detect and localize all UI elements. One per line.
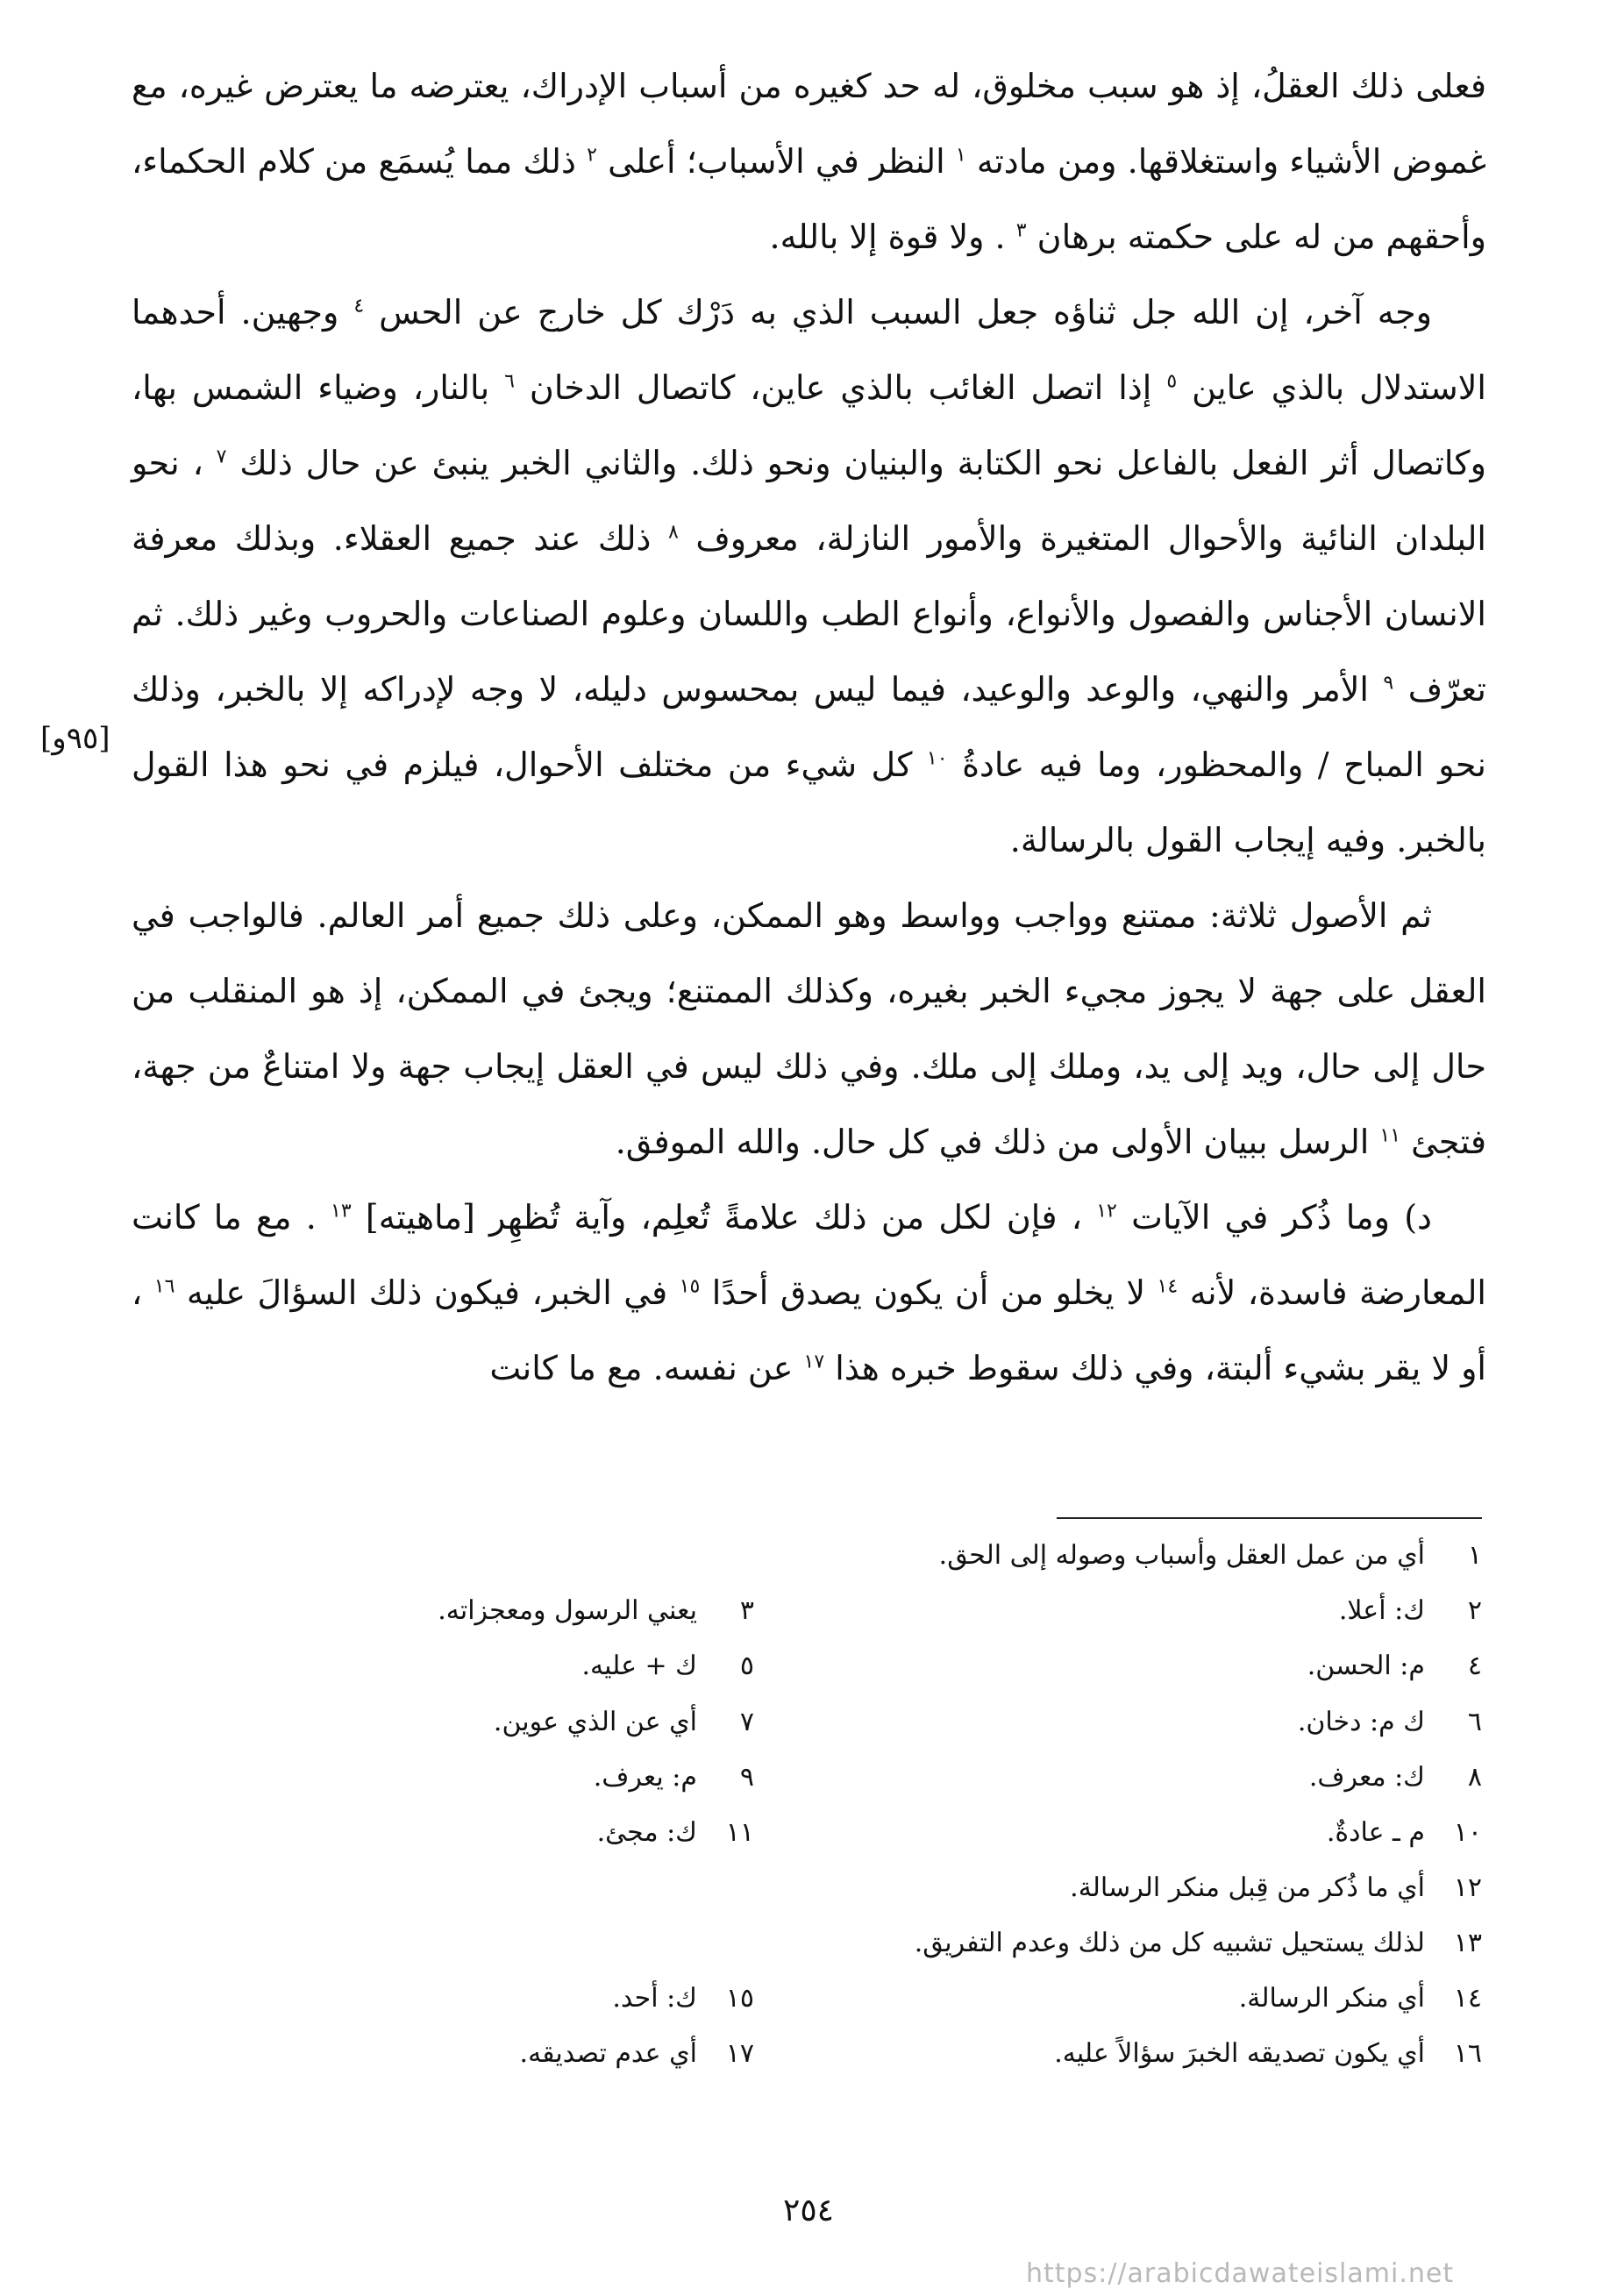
footnote-6: ٦ ك م: دخان. <box>1297 1707 1482 1737</box>
footnote-2: ٢ ك: أعلا. <box>1338 1595 1482 1626</box>
paragraph-2 <box>132 275 1486 878</box>
text-run: ثم الأصول ثلاثة: ممتنع وواجب وواسط وهو الممكن، وعلى ذلك جميع أمر العالم. فالواجب في العقل على جهة لا يجوز مجيء الخبر بغيره، وكذلك الممتنع؛ ويجئ في الممكن، إذ هو المنقلب من حال إلى حال، ويد إلى يد، وملك إلى ملك. وفي ذلك ليس في العقل إيجاب جهة ولا امتناعٌ من جهة، فتجئ <box>132 896 1486 1161</box>
text-run: كل شيء من مختلف الأحوال، فيلزم في نحو هذا القول بالخبر. وفيه إيجاب القول بالرسالة. <box>132 745 1486 859</box>
footnote-13: ١٣ لذلك يستحيل تشبيه كل من ذلك وعدم التفريق. <box>914 1928 1482 1958</box>
footnote-ref[interactable]: ١٢ <box>1096 1200 1117 1223</box>
footnote-ref[interactable]: ٩ <box>1383 672 1394 695</box>
footnote-1: ١ أي من عمل العقل وأسباب وصوله إلى الحق. <box>938 1540 1482 1571</box>
footnote-ref[interactable]: ٧ <box>216 446 227 468</box>
text-run: . مع ما كانت المعارضة فاسدة، لأنه <box>132 1198 1486 1312</box>
footnote-ref[interactable]: ١ <box>955 144 966 167</box>
footnote-ref[interactable]: ١٠ <box>926 747 948 770</box>
watermark-url: https://arabicdawateislami.net <box>1026 2258 1455 2289</box>
text-run: ، نحو البلدان النائية والأحوال المتغيرة والأمور النازلة، معروف <box>132 444 1486 558</box>
footnote-17: ١٧ أي عدم تصديقه. <box>519 2038 754 2069</box>
text-run: د) وما ذُكر في الآيات <box>1131 1198 1432 1237</box>
text-run: الأمر والنهي، والوعد والوعيد، فيما ليس بمحسوس دليله، لا وجه لإدراكه إلا بالخبر، وذلك نحو المباح / والمحظور، وما فيه عادةُ <box>132 670 1486 784</box>
footnote-11: ١١ ك: مجئ. <box>596 1817 754 1848</box>
text-run: الرسل ببيان الأولى من ذلك في كل حال. والله الموفق. <box>615 1123 1370 1161</box>
footnote-15: ١٥ ك: أحد. <box>612 1983 754 2014</box>
footnote-5: ٥ ك + عليه. <box>581 1651 754 1681</box>
footnote-ref[interactable]: ٣ <box>1015 219 1027 242</box>
footnote-ref[interactable]: ٤ <box>353 295 365 317</box>
text-run: ، فإن لكل من ذلك علامةً تُعلِم، وآية تُظهِر [ماهيته] <box>365 1198 1083 1237</box>
footnote-ref[interactable]: ١١ <box>1379 1124 1401 1147</box>
text-run: . ولا قوة إلا بالله. <box>769 217 1006 256</box>
footnote-ref[interactable]: ٦ <box>504 370 515 393</box>
footnote-3: ٣ يعني الرسول ومعجزاته. <box>438 1595 754 1626</box>
text-run: النظر في الأسباب؛ أعلى <box>608 142 945 181</box>
text-run: ذلك مما يُسمَع من كلام الحكماء، وأحقهم من له على حكمته برهان <box>132 142 1486 256</box>
manuscript-folio-marker: [٩٥و] <box>40 721 110 756</box>
footnote-7: ٧ أي عن الذي عوين. <box>493 1707 754 1737</box>
footnote-ref[interactable]: ١٧ <box>803 1351 825 1373</box>
main-text <box>132 48 1486 1406</box>
footnote-10: ١٠ م ـ عادةٌ. <box>1326 1817 1482 1848</box>
footnote-ref[interactable]: ١٥ <box>679 1275 701 1298</box>
footnote-14: ١٤ أي منكر الرسالة. <box>1238 1983 1482 2014</box>
text-run: فعلى ذلك العقلُ، إذ هو سبب مخلوق، له حد كغيره من أسباب الإدراك، يعترضه ما يعترض غيره، مع غموض الأشياء واستغلاقها. ومن مادته <box>132 67 1486 181</box>
footnote-9: ٩ م: يعرف. <box>593 1762 754 1793</box>
footnote-ref[interactable]: ٨ <box>668 521 679 544</box>
text-run: لا يخلو من أن يكون يصدق أحدًا <box>711 1273 1146 1312</box>
text-run: وجهين. أحدهما الاستدلال بالذي عاين <box>132 293 1486 407</box>
text-run: إذا اتصل الغائب بالذي عاين، كاتصال الدخان <box>529 368 1152 407</box>
footnote-ref[interactable]: ١٦ <box>153 1275 175 1298</box>
paragraph-3 <box>132 878 1486 1180</box>
paragraph-4 <box>132 1180 1486 1406</box>
footnote-16: ١٦ أي يكون تصديقه الخبرَ سؤالاً عليه. <box>1054 2038 1482 2069</box>
footnote-12: ١٢ أي ما ذُكر من قِبل منكر الرسالة. <box>1070 1872 1482 1903</box>
footnote-ref[interactable]: ١٤ <box>1157 1275 1179 1298</box>
footnote-ref[interactable]: ٥ <box>1166 370 1178 393</box>
footnote-8: ٨ ك: معرف. <box>1308 1762 1482 1793</box>
page-number: ٢٥٤ <box>782 2193 834 2228</box>
text-run: وجه آخر، إن الله جل ثناؤه جعل السبب الذي به دَرْك كل خارج عن الحس <box>379 293 1432 332</box>
text-run: عن نفسه. مع ما كانت <box>489 1349 794 1387</box>
text-run: ، أو لا يقر بشيء ألبتة، وفي ذلك سقوط خبره هذا <box>132 1273 1486 1387</box>
footnote-ref[interactable]: ٢ <box>587 144 597 167</box>
footnote-ref[interactable]: ١٣ <box>331 1200 352 1223</box>
paragraph-1 <box>132 48 1486 275</box>
footnote-divider <box>1057 1517 1482 1519</box>
footnote-4: ٤ م: الحسن. <box>1307 1651 1482 1681</box>
text-run: ذلك عند جميع العقلاء. وبذلك معرفة الانسان الأجناس والفصول والأنواع، وأنواع الطب واللسان وعلوم الصناعات والحروب وغير ذلك. ثم تعرّف <box>132 519 1486 709</box>
text-run: بالنار، وضياء الشمس بها، وكاتصال أثر الفعل بالفاعل نحو الكتابة والبنيان ونحو ذلك. والثاني الخبر ينبئ عن حال ذلك <box>132 368 1486 482</box>
text-run: في الخبر، فيكون ذلك السؤالَ عليه <box>186 1273 668 1312</box>
